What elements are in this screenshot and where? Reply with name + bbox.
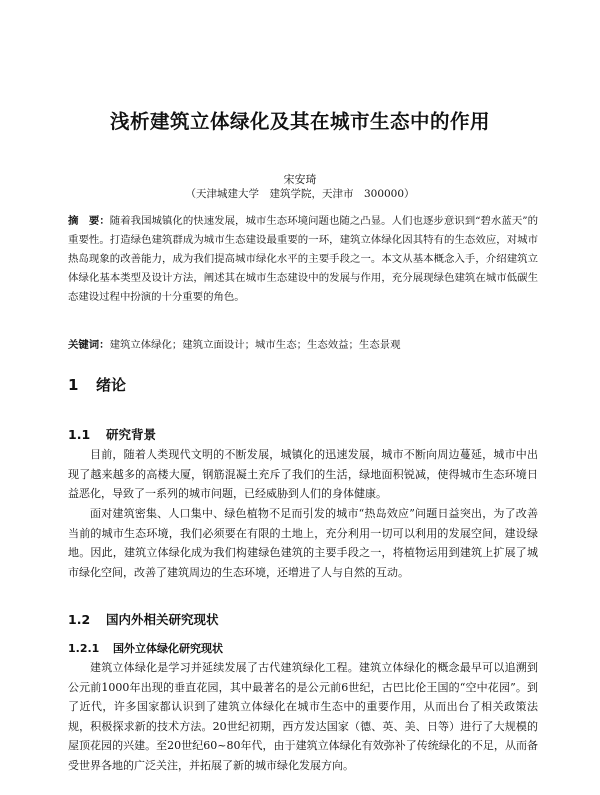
author-affiliation: （天津城建大学 建筑学院，天津市 300000）: [185, 188, 415, 200]
paragraph: 建筑立体绿化是学习并延续发展了古代建筑绿化工程。建筑立体绿化的概念最早可以追溯到公元前1000年出现的垂直花园，其中最著名的是公元前6世纪，古巴比伦王国的“空中花园”。到了近代，许多国家都认识到了建筑立体绿化在城市生态中的重要作用，从而出台了相关政策法规，积极探求新的技术方法。20世纪初期，西方发达国家（德、英、美、日等）进行了大规模的屋顶花园的兴建。至20世纪60~80年代，由于建筑立体绿化有效弥补了传统绿化的不足，从而备受世界各地的广泛关注，并拓展了新的城市绿化发展方向。: [68, 661, 538, 772]
author-name: 宋安琦: [283, 173, 317, 186]
section-title: 国外立体绿化研究现状: [113, 642, 223, 655]
paragraph: 面对建筑密集、人口集中、绿色植物不足而引发的城市“热岛效应”问题日益突出，为了改善当前的城市生态环境，我们必须要在有限的土地上，充分利用一切可以利用的发展空间，建设绿地。因此，建筑立体绿化成为我们构建绿色建筑的主要手段之一，将植物运用到建筑上扩展了城市绿化空间，改善了建筑周边的生态环境，还增进了人与自然的互动。: [68, 507, 538, 579]
section-title: 绪论: [96, 376, 127, 394]
section-heading-1: [68, 374, 126, 395]
section-heading-1-2-1: [68, 640, 223, 656]
section-heading-1-1: [68, 425, 156, 443]
keywords-text: 建筑立体绿化；建筑立面设计；城市生态；生态效益；生态景观: [109, 339, 401, 351]
abstract-label: 摘 要：: [68, 215, 110, 227]
section-heading-1-2: [68, 610, 219, 628]
section-number: 1.2: [68, 612, 91, 627]
section-title: 国内外相关研究现状: [106, 612, 219, 627]
paper-title: 浅析建筑立体绿化及其在城市生态中的作用: [109, 110, 490, 133]
section-number: 1.1: [68, 427, 91, 442]
keywords: [68, 338, 538, 352]
section-title: 研究背景: [106, 427, 157, 442]
keywords-label: 关键词：: [68, 339, 110, 351]
paragraph: 目前，随着人类现代文明的不断发展，城镇化的迅速发展，城市不断向周边蔓延，城市中出现了越来越多的高楼大厦，钢筋混凝土充斥了我们的生活，绿地面积锐减，使得城市生态环境日益恶化，导致了一系列的城市问题，已经威胁到人们的身体健康。: [68, 448, 538, 500]
abstract: [68, 212, 538, 307]
section-number: 1: [68, 376, 79, 394]
section-number: 1.2.1: [68, 642, 100, 655]
abstract-text: 随着我国城镇化的快速发展，城市生态环境问题也随之凸显。人们也逐步意识到“碧水蓝天”的重要性。打造绿色建筑群成为城市生态建设最重要的一环，建筑立体绿化因其特有的生态效应，对城市热岛现象的改善能力，成为我们提高城市绿化水平的主要手段之一。本文从基本概念入手，介绍建筑立体绿化基本类型及设计方法，阐述其在城市生态建设中的发展与作用，充分展现绿色建筑在城市低碳生态建设过程中扮演的十分重要的角色。: [68, 215, 539, 303]
